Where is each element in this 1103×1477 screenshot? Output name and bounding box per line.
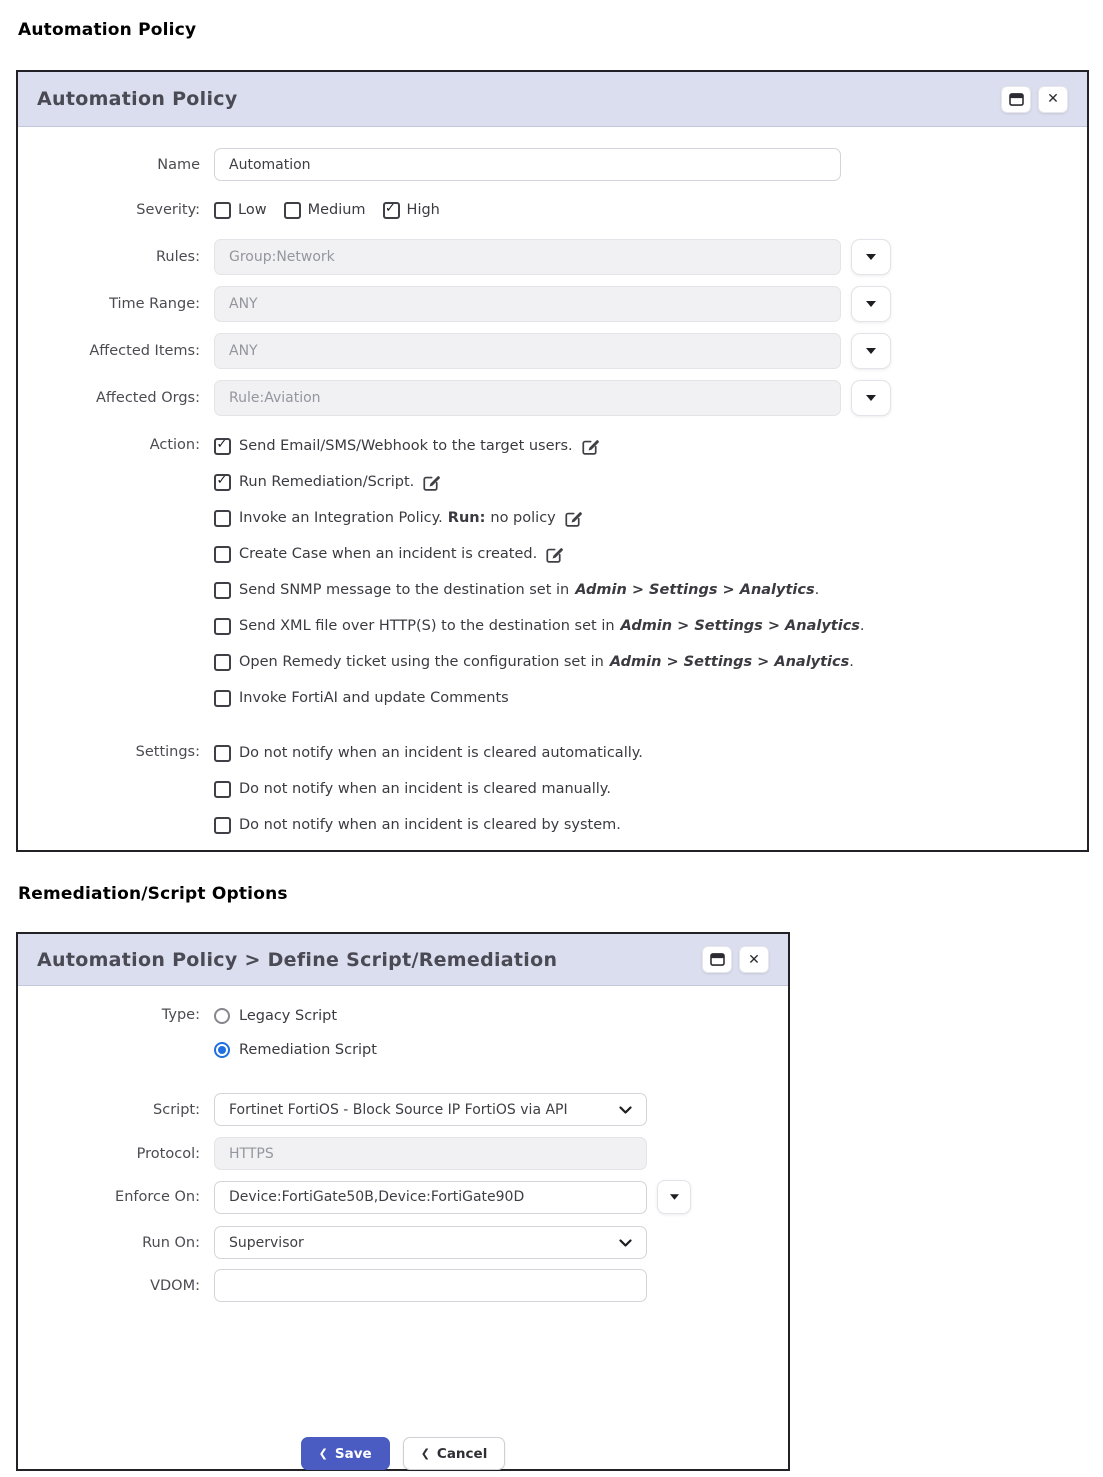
save-button-label: Save <box>334 1445 372 1462</box>
script-label: Script: <box>153 1101 200 1118</box>
severity-label: Severity: <box>136 202 200 218</box>
action-row <box>18 437 1087 725</box>
invoke-integration-checkbox[interactable] <box>214 510 231 527</box>
action-item-label: Invoke an Integration Policy. <box>239 510 443 526</box>
type-option-legacy-script <box>214 1007 377 1024</box>
affected-items-dropdown-button[interactable] <box>851 333 891 369</box>
type-row <box>18 1007 788 1075</box>
legacy-script-radio[interactable] <box>214 1008 230 1024</box>
settings-item-cleared-by-system <box>214 816 643 834</box>
name-label: Name <box>157 156 200 173</box>
open-remedy-checkbox[interactable] <box>214 654 231 671</box>
time-range-input: ANY <box>214 286 841 322</box>
protocol-label: Protocol: <box>136 1145 200 1162</box>
run-on-select[interactable] <box>214 1226 647 1259</box>
affected-orgs-dropdown-button[interactable] <box>851 380 891 416</box>
save-button[interactable] <box>301 1437 390 1470</box>
action-item-label: Send SNMP message to the destination set in <box>239 582 570 598</box>
close-icon: ✕ <box>748 951 760 968</box>
severity-low-checkbox[interactable] <box>214 202 231 219</box>
caret-down-icon <box>866 254 876 260</box>
action-item-open-remedy <box>214 653 865 671</box>
action-item-invoke-integration <box>214 509 865 527</box>
caret-down-icon <box>866 395 876 401</box>
cancel-button-label: Cancel <box>436 1445 488 1462</box>
maximize-icon <box>710 953 725 966</box>
action-item-send-xml <box>214 617 865 635</box>
severity-low-label: Low <box>238 202 267 218</box>
type-option-remediation-script <box>214 1041 377 1058</box>
remediation-script-radio[interactable] <box>214 1042 230 1058</box>
settings-label: Settings: <box>135 744 200 760</box>
severity-high-checkbox[interactable] <box>383 202 400 219</box>
define-script-remediation-dialog <box>16 932 790 1471</box>
time-range-dropdown-button[interactable] <box>851 286 891 322</box>
rules-input: Group:Network <box>214 239 841 275</box>
enforce-on-label: Enforce On: <box>115 1189 200 1205</box>
rules-label: Rules: <box>155 249 200 265</box>
caret-down-icon <box>866 301 876 307</box>
affected-orgs-label: Affected Orgs: <box>96 390 200 406</box>
script-row <box>18 1093 788 1126</box>
run-on-row <box>18 1226 788 1259</box>
action-item-label: . <box>859 618 865 634</box>
create-case-checkbox[interactable] <box>214 546 231 563</box>
type-label: Type: <box>161 1007 200 1023</box>
vdom-input[interactable] <box>214 1269 647 1302</box>
invoke-fortiai-checkbox[interactable] <box>214 690 231 707</box>
page-heading-remediation-script-options: Remediation/Script Options <box>18 884 288 904</box>
remediation-script-label: Remediation Script <box>239 1041 377 1058</box>
affected-items-label: Affected Items: <box>89 343 200 359</box>
edit-icon[interactable] <box>564 509 583 528</box>
page-heading-automation-policy: Automation Policy <box>18 20 197 40</box>
maximize-icon <box>1009 93 1024 106</box>
affected-orgs-row <box>18 380 1087 416</box>
cleared-by-system-checkbox[interactable] <box>214 817 231 834</box>
rules-row <box>18 239 1087 275</box>
action-item-run-remediation <box>214 473 865 491</box>
cleared-automatically-checkbox[interactable] <box>214 745 231 762</box>
settings-item-label: Do not notify when an incident is cleared manually. <box>239 781 611 797</box>
run-on-label: Run On: <box>142 1234 200 1251</box>
chevron-left-icon: ❮ <box>420 1447 430 1460</box>
define-script-dialog-titlebar <box>18 934 788 986</box>
time-range-row <box>18 286 1087 322</box>
protocol-input: HTTPS <box>214 1137 647 1170</box>
time-range-label: Time Range: <box>109 296 200 312</box>
action-item-admin-path: Admin > Settings > Analytics <box>575 582 815 598</box>
protocol-row <box>18 1137 788 1170</box>
severity-medium-label: Medium <box>307 202 366 218</box>
chevron-left-icon: ❮ <box>318 1447 328 1460</box>
action-item-label: . <box>814 582 820 598</box>
affected-items-row <box>18 333 1087 369</box>
dialog-title: Automation Policy > Define Script/Remediation <box>37 948 558 971</box>
severity-medium-checkbox[interactable] <box>284 202 301 219</box>
settings-item-cleared-manually <box>214 780 643 798</box>
close-button[interactable] <box>1038 86 1068 113</box>
action-item-invoke-fortiai <box>214 689 865 707</box>
affected-items-input: ANY <box>214 333 841 369</box>
action-item-label: Create Case when an incident is created. <box>239 546 538 562</box>
settings-item-cleared-automatically <box>214 744 643 762</box>
action-item-label: Invoke FortiAI and update Comments <box>239 690 509 706</box>
action-item-admin-path: Admin > Settings > Analytics <box>609 654 850 670</box>
chevron-down-icon <box>619 1239 632 1247</box>
automation-policy-dialog-titlebar <box>18 72 1087 127</box>
enforce-on-dropdown-button[interactable] <box>657 1180 691 1214</box>
severity-option-medium <box>284 202 366 219</box>
cleared-manually-checkbox[interactable] <box>214 781 231 798</box>
maximize-button[interactable] <box>1001 86 1031 113</box>
action-item-label: Open Remedy ticket using the configuration set in <box>239 654 604 670</box>
legacy-script-label: Legacy Script <box>239 1007 338 1024</box>
action-item-label: . <box>849 654 854 670</box>
action-item-label: Send XML file over HTTP(S) to the destination set in <box>239 618 615 634</box>
action-item-send-snmp <box>214 581 865 599</box>
settings-item-label: Do not notify when an incident is cleared automatically. <box>239 745 643 761</box>
dialog-buttons-row <box>18 1437 788 1470</box>
chevron-down-icon <box>619 1106 632 1114</box>
action-item-label-bold: Run: <box>447 510 486 526</box>
severity-high-label: High <box>406 202 440 218</box>
name-input[interactable]: Automation <box>214 148 841 181</box>
send-email-checkbox[interactable] <box>214 438 231 455</box>
action-item-label: Send Email/SMS/Webhook to the target users. <box>239 438 573 454</box>
run-remediation-checkbox[interactable] <box>214 474 231 491</box>
caret-down-icon <box>866 348 876 354</box>
dialog-title: Automation Policy <box>37 88 238 110</box>
enforce-on-input[interactable]: Device:FortiGate50B,Device:FortiGate90D <box>214 1181 647 1214</box>
name-row <box>18 148 1087 181</box>
close-icon: ✕ <box>1047 91 1059 107</box>
edit-icon[interactable] <box>581 437 600 456</box>
settings-row <box>18 744 1087 852</box>
vdom-label: VDOM: <box>150 1277 200 1294</box>
cancel-button[interactable] <box>403 1437 506 1470</box>
automation-policy-dialog <box>16 70 1089 852</box>
enforce-on-row <box>18 1180 788 1214</box>
affected-orgs-input: Rule:Aviation <box>214 380 841 416</box>
action-item-label: Run Remediation/Script. <box>239 474 415 490</box>
action-label: Action: <box>149 437 200 453</box>
maximize-button[interactable] <box>702 946 732 973</box>
run-on-select-value: Supervisor <box>229 1234 304 1251</box>
send-snmp-checkbox[interactable] <box>214 582 231 599</box>
script-select-value: Fortinet FortiOS - Block Source IP FortiOS via API <box>229 1101 568 1118</box>
action-item-send-email <box>214 437 865 455</box>
settings-item-label: Do not notify when an incident is cleared by system. <box>239 817 621 833</box>
severity-option-low <box>214 202 267 219</box>
edit-icon[interactable] <box>422 473 441 492</box>
vdom-row <box>18 1269 788 1302</box>
action-item-create-case <box>214 545 865 563</box>
action-item-label: no policy <box>490 510 556 526</box>
caret-down-icon <box>670 1194 679 1200</box>
close-button[interactable] <box>739 946 769 973</box>
script-select[interactable] <box>214 1093 647 1126</box>
action-item-admin-path: Admin > Settings > Analytics <box>620 618 860 634</box>
severity-row <box>18 200 1087 220</box>
severity-option-high <box>383 202 440 219</box>
edit-icon[interactable] <box>545 545 564 564</box>
send-xml-checkbox[interactable] <box>214 618 231 635</box>
rules-dropdown-button[interactable] <box>851 239 891 275</box>
